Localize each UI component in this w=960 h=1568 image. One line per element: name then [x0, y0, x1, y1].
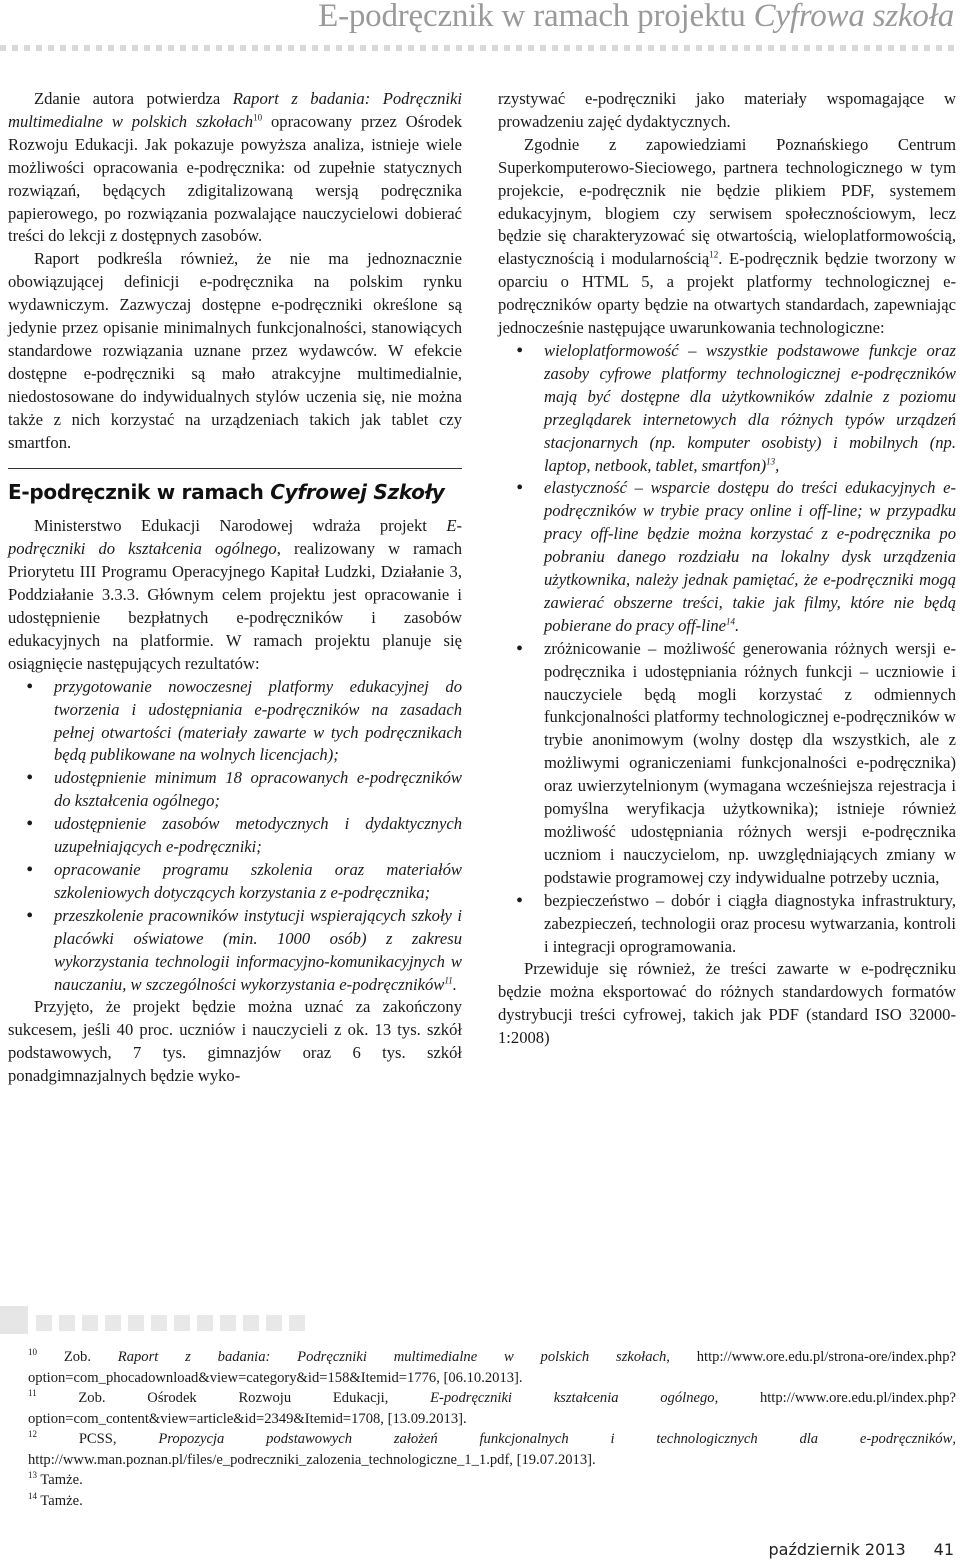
header-title-italic: Cyfrowa szkoła — [753, 0, 954, 34]
paragraph-intro: Zdanie autora potwierdza Raport z badania: Podręczniki multimedialne w polskich szkołach$^{10}$ opracowany przez Ośrodek Rozwoju Edukacji. Jak pokazuje powyższa analiza, istnieje wiele możliwości opracowania e-podręcznika: od zupełnie statycznych rozwiązań, będących zdigitalizowaną wersją podręcznika papierowego, po rozwiązania pozwalające nauczycielowi dobierać treści do lekcji z dostępnych zasobów. — [8, 89, 462, 246]
footnote-14: $^{14}$ Tamże. — [28, 1490, 83, 1509]
list-item: • przeszkolenie pracowników instytucji wspierających szkoły i placówki oświatowe (min. 1000 osób) z zakresu wykorzystania technologii informacyjno-komunikacyjnych w nauczaniu, w szczególności wykorzystania e-podręczników$^{11}$. — [8, 905, 462, 997]
list-item: • przygotowanie nowoczesnej platformy edukacyjnej do tworzenia i udostępniania e-podręczników na zasadach pełnej otwartości (materiały zawarte w tych podręcznikach będą publikowane na wolnych licencjach); — [8, 676, 462, 768]
paragraph-continuation: rzystywać e-podręczniki jako materiały wspomagające w prowadzeniu zajęć dydaktycznych. — [498, 89, 956, 131]
header-title: E-podręcznik w ramach projektu Cyfrowa szkoła — [318, 0, 954, 34]
issue-date: październik 2013 — [768, 1540, 906, 1559]
footnotes — [28, 1347, 956, 1511]
footnote-ref-10[interactable]: 10 — [253, 112, 263, 123]
section-title: E-podręcznik w ramach Cyfrowej Szkoły — [8, 479, 445, 504]
footnote-10: $^{10}$ Zob. Raport z badania: Podręczniki multimedialne w polskich szkołach, http://www.ore.edu.pl/strona-ore/index.php?option=com_phocadownload&view=category&id=158&Itemid=1776, [06.10.2013]. — [28, 1347, 956, 1386]
list-item: • elastyczność – wsparcie dostępu do treści edukacyjnych e-podręczników w trybie pracy online i off-line; w przypadku pracy off-line będzie można korzystać z e-podręcznika po pobraniu danego rozdziału na lokalny dysk urządzenia użytkownika, należy jednak pamiętać, że e-podręczniki mogą zawierać obszerne treści, takie jak filmy, które nie będą pobierane do pracy off-line$^{14}$. — [498, 477, 956, 637]
paragraph-export: Przewiduje się również, że treści zawarte w e-podręczniku będzie można eksportować do różnych standardowych formatów dystrybucji treści cyfrowej, takich jak PDF (standard ISO 32000-1:2008) — [498, 959, 956, 1048]
page-number: 41 — [933, 1540, 954, 1559]
paragraph-report: Raport podkreśla również, że nie ma jednoznacznie obowiązującej definicji e-podręcznika na polskim rynku wydawniczym. Zazwyczaj dostępne e-podręczniki określone są jedynie przez opisanie minimalnych funkcjonalności, stanowiących standardowe rozwiązania uznane przez wydawców. W efekcie dostępne e-podręczniki są mało atrakcyjne multimedialnie, niedostosowane do indywidualnych stylów uczenia się, nie można także z nich korzystać na urządzeniach takich jak tablet czy smartfon. — [8, 249, 462, 452]
decor-squares — [36, 1315, 305, 1331]
list-item: • udostępnienie minimum 18 opracowanych e-podręczników do kształcenia ogólnego; — [8, 767, 462, 813]
list-item: • wieloplatformowość – wszystkie podstawowe funkcje oraz zasoby cyfrowe platformy technologicznej e-podręczników mają być dostępne dla użytkowników zdalnie z poziomu przeglądarek internetowych dla różnych typów urządzeń stacjonarnych (np. komputer osobisty) i mobilnych (np. laptop, netbook, tablet, smartfon)$^{13}$, — [498, 340, 956, 477]
results-list — [8, 676, 462, 997]
list-item: • udostępnienie zasobów metodycznych i dydaktycznych uzupełniających e-podręczniki; — [8, 813, 462, 859]
paragraph-ministry: Ministerstwo Edukacji Narodowej wdraża projekt E-podręczniki do kształcenia ogólnego, realizowany w ramach Priorytetu III Programu Operacyjnego Kapitał Ludzki, Działanie 3, Poddziałanie 3.3.3. Głównym celem projektu jest opracowanie i udostępnienie bezpłatnych e-podręczników i zasobów edukacyjnych na platformie. W ramach projektu planuje się osiągnięcie następujących rezultatów: — [8, 516, 462, 673]
decor-square — [0, 1306, 28, 1334]
conditions-list — [498, 340, 956, 958]
left-column — [8, 88, 462, 1088]
list-item: • bezpieczeństwo – dobór i ciągła diagnostyka infrastruktury, zabezpieczeń, technologii oraz procesu wytwarzania, kontroli i integracji oprogramowania. — [498, 890, 956, 959]
footnote-ref-13[interactable]: 13 — [766, 455, 776, 466]
footnote-ref-11[interactable]: 11 — [444, 975, 453, 985]
running-header — [0, 0, 960, 46]
header-dotted-rule — [0, 45, 960, 51]
footnote-12: $^{12}$ PCSS, Propozycja podstawowych założeń funkcjonalnych i technologicznych dla e-podręczników, http://www.man.poznan.pl/files/e_podreczniki_zalozenia_technologiczne_1_1.pdf, [19.07.2013]. — [28, 1429, 956, 1468]
footnote-11: $^{11}$ Zob. Ośrodek Rozwoju Edukacji, E-podręczniki kształcenia ogólnego, http://www.ore.edu.pl/index.php?option=com_content&view=article&id=2349&Itemid=1708, [13.09.2013]. — [28, 1388, 956, 1427]
paragraph-success: Przyjęto, że projekt będzie można uznać za zakończony sukcesem, jeśli 40 proc. uczniów i nauczycieli z ok. 13 tys. szkół podstawowych, 7 tys. gimnazjów oraz 6 tys. szkół ponadgimnazjalnych będzie wyko- — [8, 997, 462, 1086]
list-item: • opracowanie programu szkolenia oraz materiałów szkoleniowych dotyczących korzystania z e-podręcznika; — [8, 859, 462, 905]
footnote-ref-14[interactable]: 14 — [726, 616, 736, 627]
right-column — [498, 88, 956, 1050]
section-heading-block — [8, 468, 462, 504]
footnote-13: $^{13}$ Tamże. — [28, 1470, 83, 1488]
footnote-ref-12[interactable]: 12 — [709, 249, 719, 260]
paragraph-pcss: Zgodnie z zapowiedziami Poznańskiego Centrum Superkomputerowo-Sieciowego, partnera technologicznego w tym projekcie, e-podręcznik nie będzie plikiem PDF, systemem edukacyjnym, blogiem czy serwisem społecznościowym, lecz będzie się charakteryzować się otwartością, wieloplatformowością, elastycznością i modularnością$^{12}$. E-podręcznik będzie tworzony w oparciu o HTML 5, a projekt platformy technologicznej e-podręczników oparty będzie na otwartych standardach, zapewniając jednocześnie następujące uwarunkowania technologiczne: — [498, 134, 956, 338]
list-item: • zróżnicowanie – możliwość generowania różnych wersji e-podręcznika i udostępniania różnych funkcji – uczniowie i nauczyciele będą mogli korzystać z odmiennych funkcjonalności platformy technologicznej e-podręczników w trybie anonimowym (wolny dostęp dla wszystkich, ale z możliwymi ograniczeniami funkcjonalności e-podręcznika) oraz uwierzytelnionym (wymagana wcześniejsza rejestracja i pomyślna weryfikacja użytkownika); istnieje również możliwość udostępniania różnych wersji e-podręcznika uczniom i nauczycielom, np. uwzględniających zmiany w podstawie programowej czy indywidualne potrzeby ucznia, — [498, 638, 956, 890]
page-footer — [768, 1540, 954, 1559]
